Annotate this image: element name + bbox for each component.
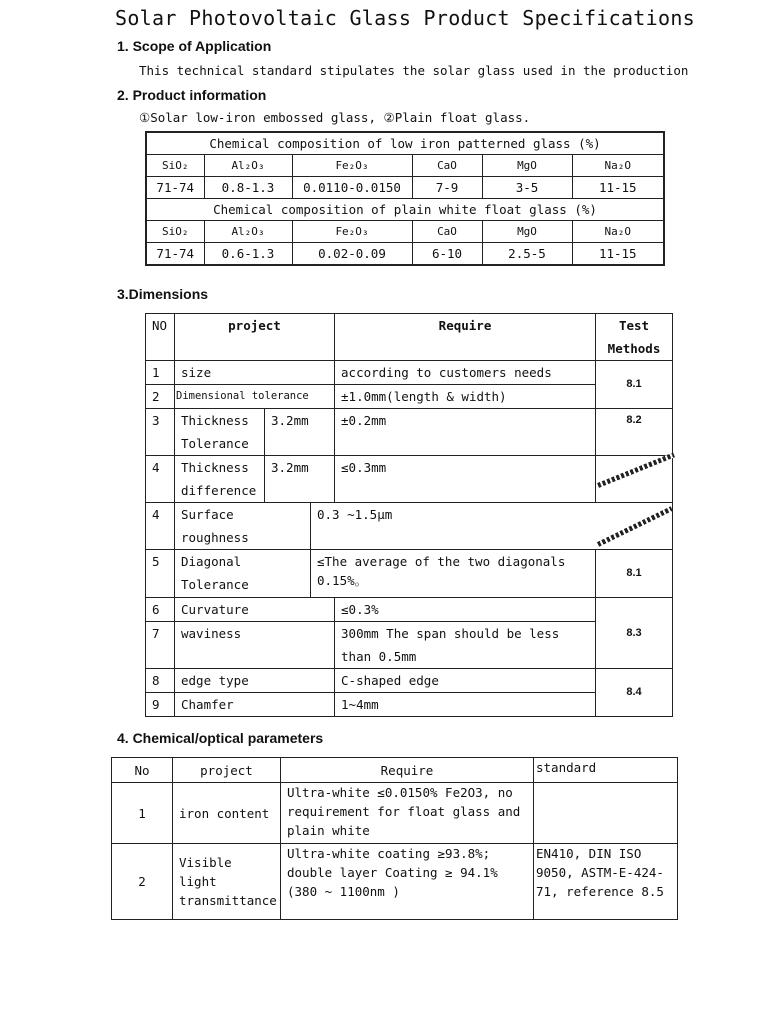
header-no: NO (146, 314, 175, 361)
table-cell: 0.02-0.09 (292, 243, 412, 266)
header-require: Require (335, 314, 596, 361)
row-require: 1~4mm (335, 693, 596, 717)
row-no: 8 (146, 669, 175, 693)
header-sio2: SiO₂ (146, 221, 204, 243)
row-project: Thickness Tolerance (175, 409, 265, 456)
section-1-text: This technical standard stipulates the solar glass used in the production (139, 63, 689, 78)
row-require: C-shaped edge (335, 669, 596, 693)
row-no: 6 (146, 598, 175, 622)
table-cell: 71-74 (146, 243, 204, 266)
row-project: Curvature (175, 598, 335, 622)
row-no: 1 (112, 783, 173, 844)
row-project: Dimensional tolerance (175, 385, 335, 409)
table-cell: 7-9 (412, 177, 482, 199)
row-sub: 3.2mm (265, 409, 335, 456)
row-require: ≤The average of the two diagonals 0.15%。 (311, 550, 596, 598)
table-cell: 11-15 (572, 177, 664, 199)
table-cell: 0.8-1.3 (204, 177, 292, 199)
row-no: 2 (112, 844, 173, 920)
row-project: iron content (173, 783, 281, 844)
table-cell: 3-5 (482, 177, 572, 199)
row-no: 7 (146, 622, 175, 669)
header-require: Require (281, 758, 534, 783)
row-require: ±1.0mm(length & width) (335, 385, 596, 409)
table-title-low-iron: Chemical composition of low iron patterned glass (%) (146, 132, 664, 155)
header-cao: CaO (412, 155, 482, 177)
table-title-float: Chemical composition of plain white float glass (%) (146, 199, 664, 221)
test-method: 8.4 (596, 669, 673, 717)
row-no: 2 (146, 385, 175, 409)
section-4-heading: 4. Chemical/optical parameters (117, 730, 324, 746)
row-require: ≤0.3% (335, 598, 596, 622)
table-cell: 11-15 (572, 243, 664, 266)
table-cell: 6-10 (412, 243, 482, 266)
row-require: according to customers needs (335, 361, 596, 385)
test-method: 8.1 (596, 550, 673, 598)
row-require: Ultra-white ≤0.0150% Fe2O3, no requirement for float glass and plain white (281, 783, 534, 844)
row-no: 5 (146, 550, 175, 598)
test-method: 8.2 (596, 409, 673, 456)
chemical-composition-table (145, 131, 665, 266)
header-standard: standard (534, 758, 678, 783)
row-require: 300mm The span should be less than 0.5mm (335, 622, 596, 669)
table-cell: 0.6-1.3 (204, 243, 292, 266)
page-title: Solar Photovoltaic Glass Product Specifications (114, 6, 696, 30)
header-test-methods: Test Methods (596, 314, 673, 361)
header-project: project (175, 314, 335, 361)
header-cao: CaO (412, 221, 482, 243)
row-project: Chamfer (175, 693, 335, 717)
table-cell: 2.5-5 (482, 243, 572, 266)
row-project: edge type (175, 669, 335, 693)
section-2-text: ①Solar low-iron embossed glass, ②Plain float glass. (139, 110, 531, 125)
row-require: 0.3 ~1.5μm (311, 503, 673, 550)
row-project: Diagonal Tolerance (175, 550, 311, 598)
header-no: No (112, 758, 173, 783)
dimensions-table (145, 313, 673, 717)
table-cell: 71-74 (146, 177, 204, 199)
row-project: size (175, 361, 335, 385)
header-sio2: SiO₂ (146, 155, 204, 177)
row-require: ±0.2mm (335, 409, 596, 456)
row-no: 4 (146, 503, 175, 550)
row-no: 4 (146, 456, 175, 503)
header-al2o3: Al₂O₃ (204, 221, 292, 243)
section-2-heading: 2. Product information (117, 87, 267, 103)
chemical-optical-table (111, 757, 678, 920)
header-al2o3: Al₂O₃ (204, 155, 292, 177)
row-require: ≤0.3mm (335, 456, 596, 503)
row-require: Ultra-white coating ≥93.8%; double layer Coating ≥ 94.1% (380 ~ 1100nm ) (281, 844, 534, 920)
row-standard: EN410, DIN ISO 9050, ASTM-E-424-71, reference 8.5 (534, 844, 678, 920)
header-mgo: MgO (482, 155, 572, 177)
header-mgo: MgO (482, 221, 572, 243)
row-project: Thickness difference (175, 456, 265, 503)
header-na2o: Na₂O (572, 155, 664, 177)
row-no: 1 (146, 361, 175, 385)
row-no: 9 (146, 693, 175, 717)
section-3-heading: 3.Dimensions (117, 286, 209, 302)
row-sub: 3.2mm (265, 456, 335, 503)
row-standard (534, 783, 678, 844)
section-1-heading: 1. Scope of Application (117, 38, 272, 54)
header-project: project (173, 758, 281, 783)
header-fe2o3: Fe₂O₃ (292, 221, 412, 243)
test-method: 8.3 (596, 598, 673, 669)
row-project: Surface roughness (175, 503, 311, 550)
header-fe2o3: Fe₂O₃ (292, 155, 412, 177)
test-method: 8.1 (596, 361, 673, 409)
header-na2o: Na₂O (572, 221, 664, 243)
row-no: 3 (146, 409, 175, 456)
table-cell: 0.0110-0.0150 (292, 177, 412, 199)
row-project: waviness (175, 622, 335, 669)
row-project: Visible light transmittance (173, 844, 281, 920)
